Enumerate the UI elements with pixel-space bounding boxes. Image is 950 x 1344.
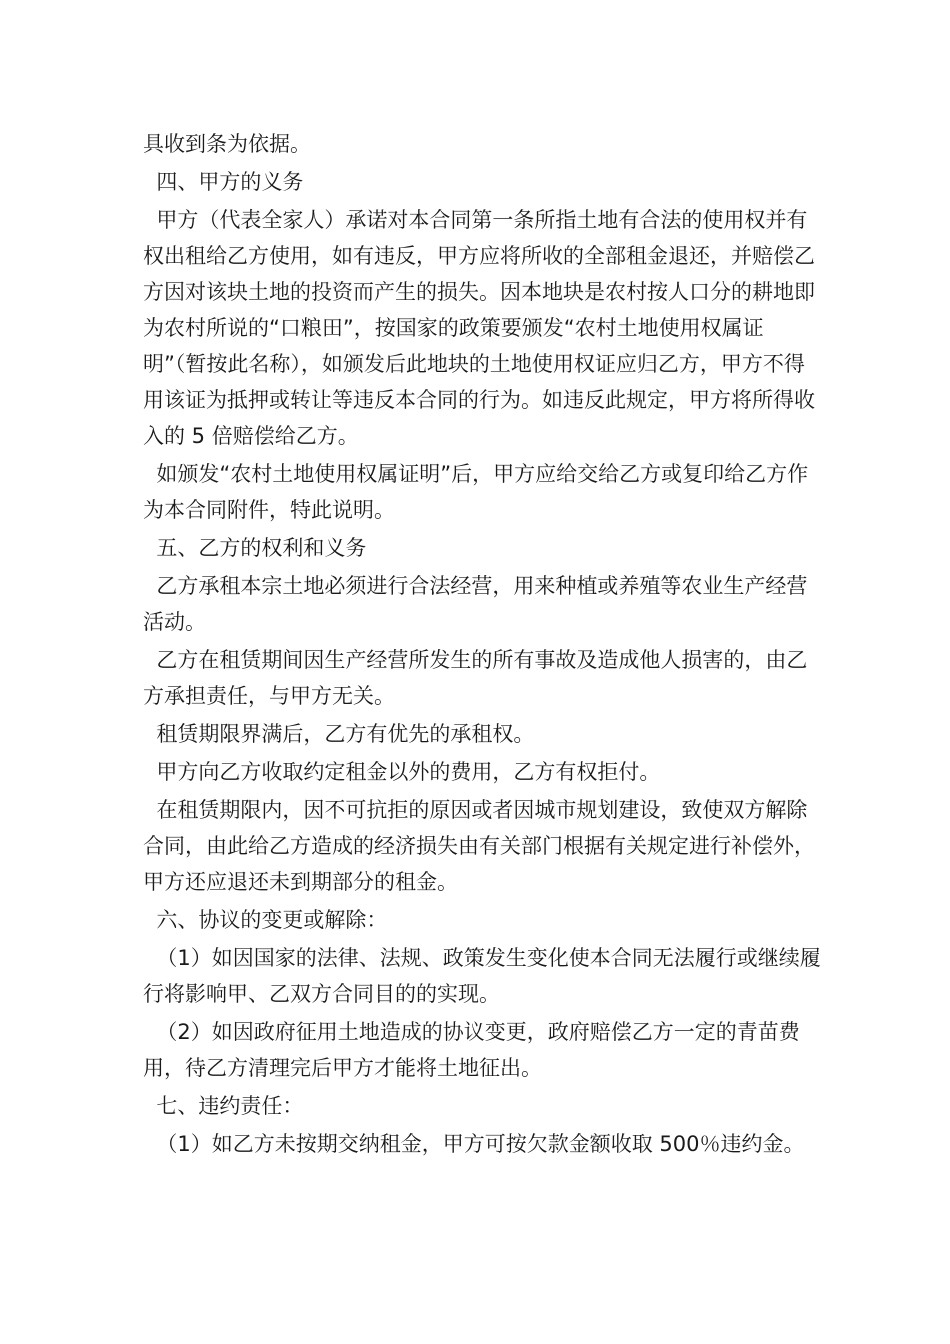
- paragraph-certificate-copy: 如颁发“农村土地使用权属证明”后，甲方应给交给乙方或复印给乙方作为本合同附件，特此说明。: [143, 462, 809, 522]
- paragraph-receipt-basis: 具收到条为依据。: [143, 132, 311, 156]
- section-heading-party-b-rights: 五、乙方的权利和义务: [143, 536, 367, 560]
- paragraph-refuse-fees: 甲方向乙方收取约定租金以外的费用，乙方有权拒付。: [143, 760, 661, 784]
- paragraph-modification-2: （2）如因政府征用土地造成的协议变更，政府赔偿乙方一定的青苗费用，待乙方清理完后甲方才能将土地征出。: [143, 1020, 800, 1080]
- paragraph-liability: 乙方在租赁期间因生产经营所发生的所有事故及造成他人损害的，由乙方承担责任，与甲方无关。: [143, 648, 808, 708]
- paragraph-party-a-commitment: 甲方（代表全家人）承诺对本合同第一条所指土地有合法的使用权并有权出租给乙方使用，如有违反，甲方应将所收的全部租金退还，并赔偿乙方因对该块土地的投资而产生的损失。因本地块是农村按人口分的耕地即为农村所说的“口粮田”，按国家的政策要颁发“农村土地使用权属证明”（暂按此名称），如颁发后此地块的土地使用权证应归乙方，甲方不得用该证为抵押或转让等违反本合同的行为。如违反此规定，甲方将所得收入的 5 倍赔偿给乙方。: [143, 208, 815, 448]
- paragraph-breach-1: （1）如乙方未按期交纳租金，甲方可按欠款金额收取 500％违约金。: [143, 1132, 805, 1156]
- section-heading-breach: 七、违约责任：: [143, 1094, 304, 1118]
- paragraph-force-majeure: 在租赁期限内，因不可抗拒的原因或者因城市规划建设，致使双方解除合同，由此给乙方造成的经济损失由有关部门根据有关规定进行补偿外，甲方还应退还未到期部分的租金。: [143, 798, 815, 894]
- paragraph-legal-operation: 乙方承租本宗土地必须进行合法经营，用来种植或养殖等农业生产经营活动。: [143, 574, 808, 634]
- section-heading-modification: 六、协议的变更或解除：: [143, 908, 388, 932]
- paragraph-modification-1: （1）如因国家的法律、法规、政策发生变化使本合同无法履行或继续履行将影响甲、乙双方合同目的的实现。: [143, 946, 821, 1006]
- paragraph-priority-lease: 租赁期限界满后，乙方有优先的承租权。: [143, 722, 535, 746]
- section-heading-party-a-obligations: 四、甲方的义务: [143, 170, 304, 194]
- document-body: [143, 126, 823, 1162]
